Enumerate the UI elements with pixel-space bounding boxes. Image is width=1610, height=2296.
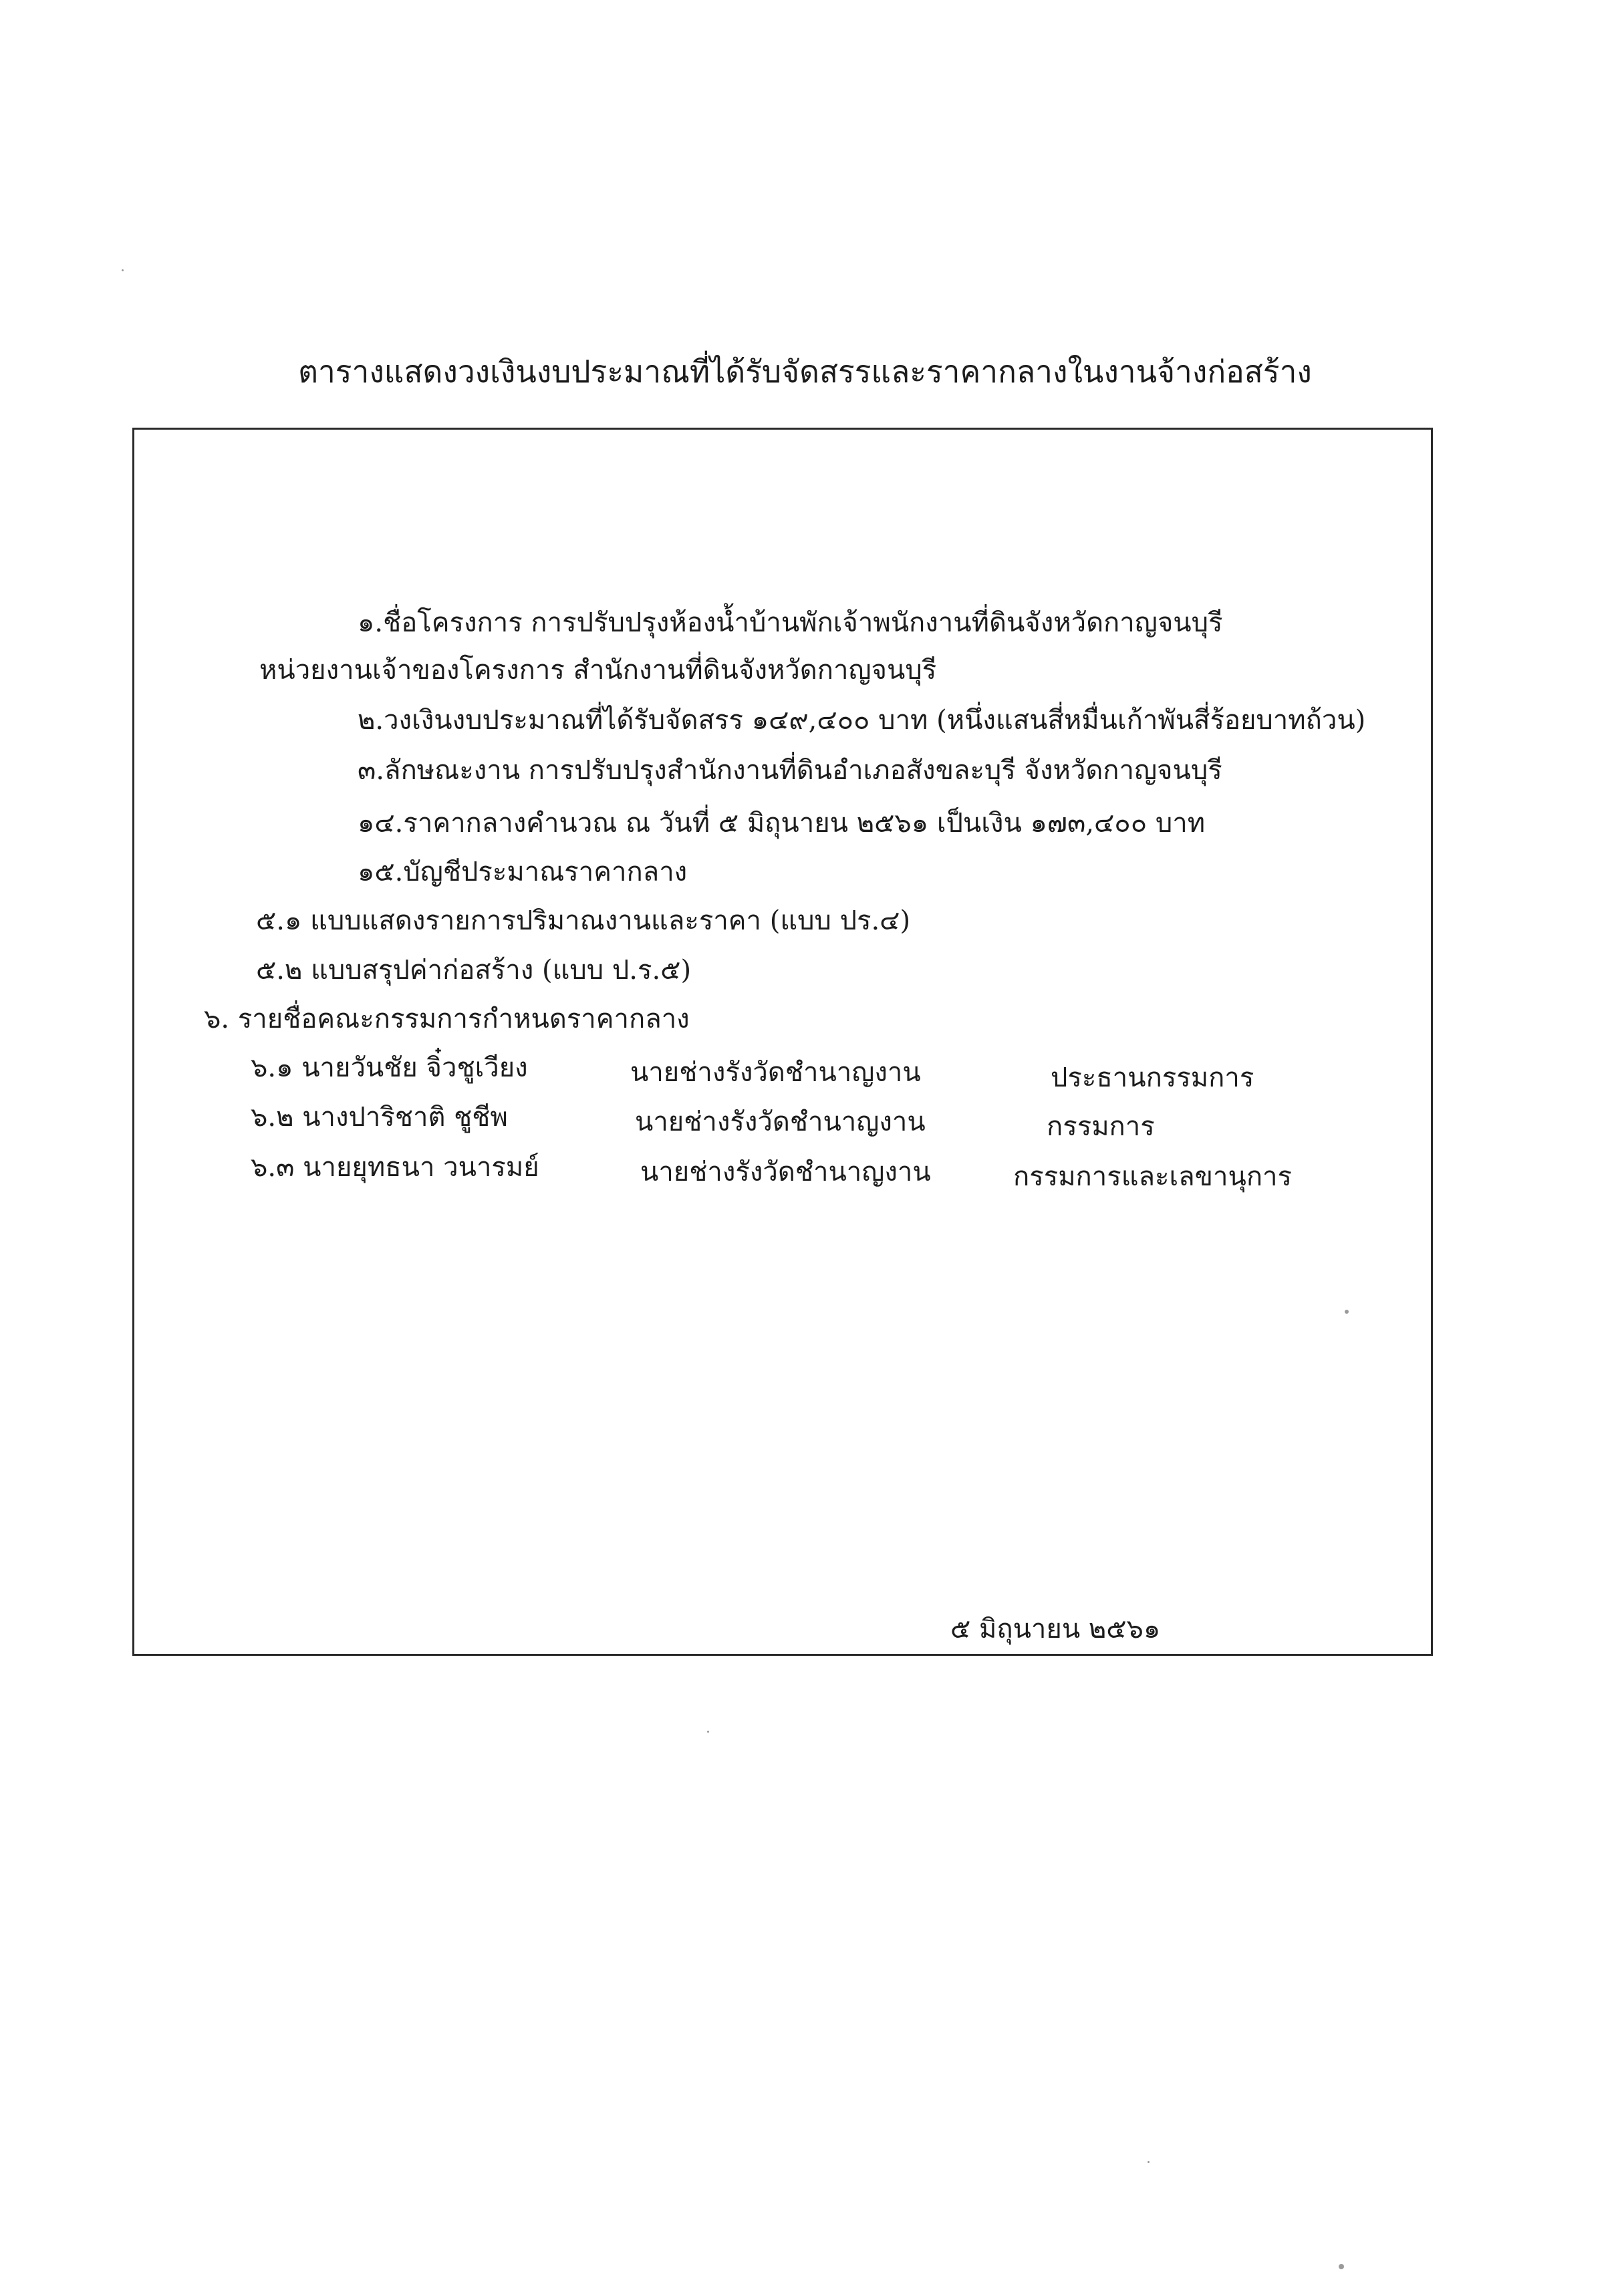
committee-member-position: นายช่างรังวัดชำนาญงาน [630, 1057, 921, 1088]
price-estimate-heading: ๑๕.บัญชีประมาณราคากลาง [358, 857, 688, 887]
median-price-line: ๑๔.ราคากลางคำนวณ ณ วันที่ ๕ มิถุนายน ๒๕๖๑ เป็นเงิน ๑๗๓,๔๐๐ บาท [358, 808, 1206, 839]
document-title: ตารางแสดงวงเงินงบประมาณที่ได้รับจัดสรรและราคากลางในงานจ้างก่อสร้าง [298, 353, 1312, 390]
scan-speck [707, 1731, 709, 1733]
committee-member-position: นายช่างรังวัดชำนาญงาน [635, 1107, 926, 1137]
scan-speck [1345, 1310, 1349, 1314]
committee-member-name: ๖.๓ นายยุทธนา วนารมย์ [251, 1152, 539, 1183]
committee-member-name: ๖.๒ นางปาริชาติ ชูชีพ [251, 1102, 508, 1133]
scan-speck [1148, 2161, 1150, 2163]
form-pr4-line: ๕.๑ แบบแสดงรายการปริมาณงานและราคา (แบบ ปร.๔) [256, 905, 911, 936]
scan-speck [122, 269, 124, 271]
committee-member-name: ๖.๑ นายวันชัย จิ๋วชูเวียง [251, 1052, 528, 1083]
project-name-line: ๑.ชื่อโครงการ การปรับปรุงห้องน้ำบ้านพักเจ้าพนักงานที่ดินจังหวัดกาญจนบุรี [358, 607, 1223, 638]
committee-heading: ๖. รายชื่อคณะกรรมการกำหนดราคากลาง [204, 1004, 690, 1034]
document-date: ๕ มิถุนายน ๒๕๖๑ [950, 1614, 1161, 1644]
committee-member-role: กรรมการ [1047, 1111, 1155, 1142]
committee-member-role: ประธานกรรมการ [1051, 1062, 1254, 1093]
scan-speck [1339, 2264, 1344, 2269]
budget-line: ๒.วงเงินงบประมาณที่ได้รับจัดสรร ๑๔๙,๔๐๐ บาท (หนึ่งแสนสี่หมื่นเก้าพันสี่ร้อยบาทถ้วน) [358, 705, 1366, 736]
work-type-line: ๓.ลักษณะงาน การปรับปรุงสำนักงานที่ดินอำเภอสังขละบุรี จังหวัดกาญจนบุรี [358, 755, 1222, 786]
committee-member-role: กรรมการและเลขานุการ [1013, 1161, 1292, 1192]
project-owner-line: หน่วยงานเจ้าของโครงการ สำนักงานที่ดินจังหวัดกาญจนบุรี [259, 655, 937, 686]
form-pr5-line: ๕.๒ แบบสรุปค่าก่อสร้าง (แบบ ป.ร.๕) [256, 955, 692, 986]
committee-member-position: นายช่างรังวัดชำนาญงาน [640, 1157, 931, 1187]
